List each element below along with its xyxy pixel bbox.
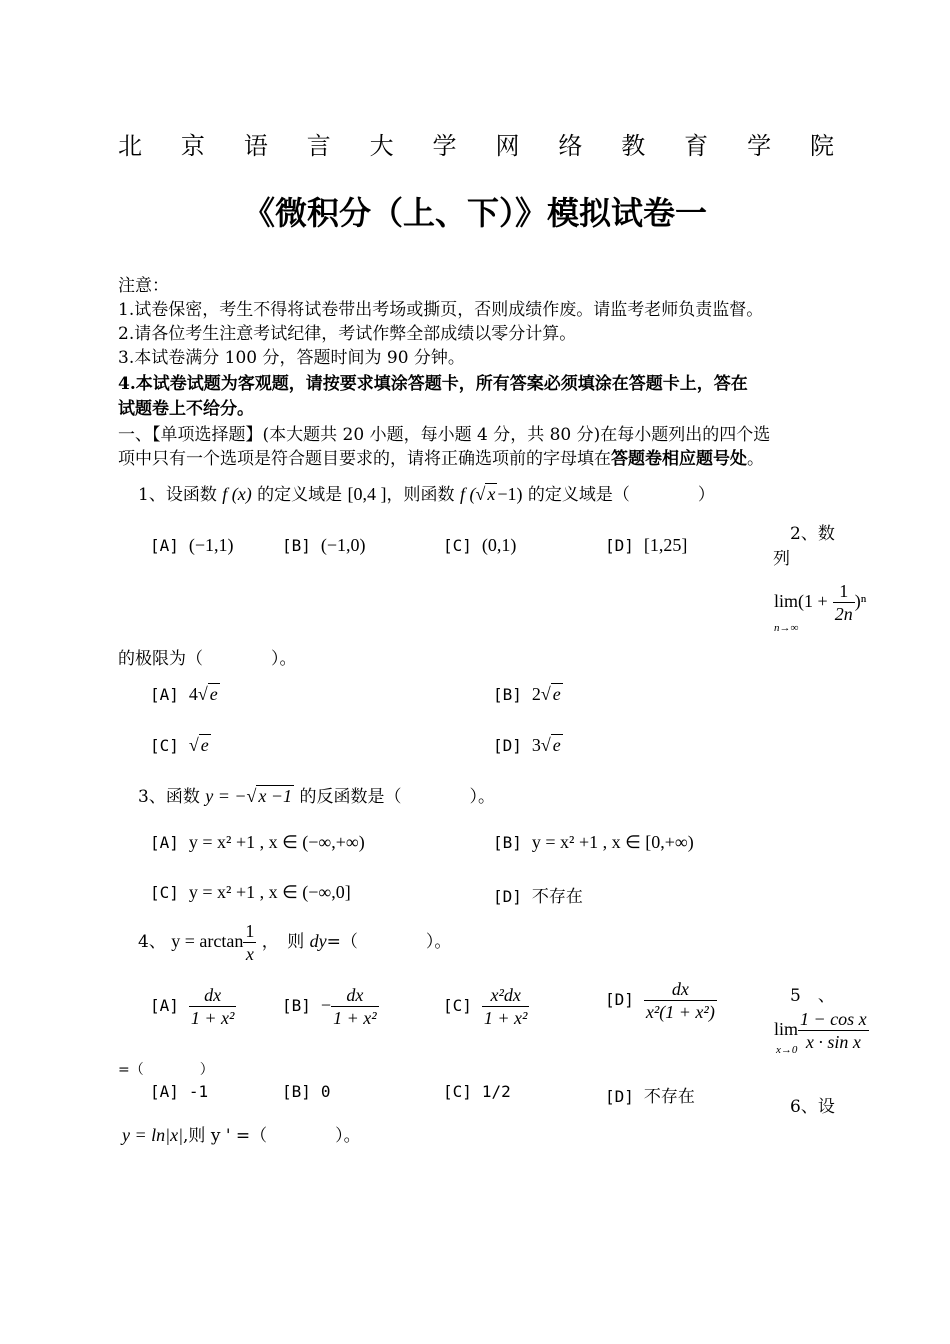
q1-option-a[interactable] (150, 535, 234, 556)
option-value: -1 (188, 1082, 209, 1101)
q4-text: ， 则 (261, 932, 305, 952)
option-label: [D] (493, 736, 522, 755)
section-heading-line1: 一、【单项选择题】(本大题共 20 小题，每小题 4 分，共 80 分)在每小题列出的四个选 (118, 425, 771, 445)
q4-fraction (243, 920, 256, 965)
option-radicand: e (552, 684, 561, 704)
q3-option-a[interactable] (150, 832, 365, 853)
option-sign: − (320, 995, 332, 1015)
q3-option-d[interactable] (493, 882, 583, 907)
q3-option-c[interactable] (150, 882, 351, 903)
q1-text: 的定义域是 (257, 485, 343, 505)
school-name (118, 126, 834, 161)
note-3: 3.本试卷满分 100 分，答题时间为 90 分钟。 (118, 348, 465, 368)
option-label: [C] (443, 996, 472, 1015)
question-6 (122, 1123, 361, 1148)
option-label: [D] (493, 887, 522, 906)
option-label: [A] (150, 1082, 179, 1101)
note-1: 1.试卷保密，考生不得将试卷带出考场或撕页，否则成绩作废。请监考老师负责监督。 (118, 300, 764, 320)
q1-suffix: 的定义域是（ ） (527, 485, 715, 505)
q5-option-b[interactable] (282, 1082, 331, 1102)
option-label: [B] (282, 996, 311, 1015)
option-coef: 3 (531, 735, 541, 755)
fraction-denominator: x (245, 944, 254, 964)
q2-power: )ⁿ (854, 591, 867, 611)
notes-heading: 注意： (118, 276, 169, 296)
option-value: (0,1) (481, 535, 517, 555)
fraction-denominator: 1 + x² (483, 1008, 528, 1028)
note-4-line2: 试题卷上不给分。 (118, 399, 254, 419)
section-answer-sheet: 答题卷相应题号处 (611, 449, 747, 469)
fraction-numerator: 1 (833, 580, 855, 603)
option-label: [B] (493, 685, 522, 704)
q5-limit-subscript: x→0 (776, 1044, 798, 1056)
q4-option-c[interactable] (443, 984, 529, 1029)
option-expr: y = x² +1 , x ∈ [0,+∞) (531, 832, 694, 852)
q3-option-b[interactable] (493, 832, 694, 853)
q1-func2-b: −1) (497, 484, 523, 504)
q1-func2-a: f ( (459, 484, 476, 504)
option-fraction (189, 984, 237, 1029)
q2-option-c[interactable]: [C] √ e (150, 735, 209, 755)
q1-option-b[interactable] (282, 535, 366, 556)
school-name-char: 京 (180, 132, 205, 160)
q2-option-d[interactable]: [D] 3√ e (493, 735, 561, 755)
q6-expr: y = ln|x| (122, 1125, 184, 1145)
option-fraction (644, 978, 717, 1023)
section-heading-line2 (118, 447, 764, 471)
q2-prefix-b: 列 (773, 549, 790, 569)
q4-option-d[interactable] (605, 978, 717, 1023)
school-name-char: 言 (306, 132, 331, 160)
q5-prefix: 5 、 (790, 986, 835, 1006)
q3-prefix: 3、函数 (138, 787, 200, 807)
option-value: 不存在 (643, 1087, 695, 1107)
fraction-numerator: 1 (245, 921, 255, 941)
q2-limit-subscript: n→∞ (774, 622, 799, 634)
q1-domain: [0,4 ] (347, 484, 387, 504)
q4-option-b[interactable] (282, 984, 379, 1029)
option-label: [C] (150, 883, 179, 902)
q1-text2: ，则函数 (386, 485, 455, 505)
q1-option-d[interactable] (605, 535, 687, 556)
option-value: [1,25] (643, 535, 688, 555)
q1-func2-radicand: x (487, 484, 496, 504)
option-value: 0 (320, 1082, 331, 1101)
question-1: 1、设函数 f (x) 的定义域是 [0,4 ]，则函数 f (√ x −1) 的定义域是（ ） (138, 484, 715, 505)
school-name-char: 育 (684, 132, 709, 160)
q5-suffix: =（ ） (118, 1062, 214, 1078)
fraction-numerator: x²dx (482, 984, 530, 1007)
fraction-denominator: 1 + x² (333, 1008, 377, 1028)
school-name-char: 院 (809, 132, 834, 160)
option-coef: 4 (188, 684, 198, 704)
option-value: (−1,1) (188, 535, 234, 555)
q6-suffix: ,则 y ' =（ ）。 (183, 1126, 361, 1146)
school-name-char: 网 (495, 132, 520, 160)
option-coef: 2 (531, 684, 541, 704)
q2-option-b[interactable]: [B] 2√ e (493, 684, 561, 704)
q1-option-c[interactable] (443, 535, 516, 556)
q4-dy: dy (309, 931, 327, 951)
q5-option-a[interactable] (150, 1082, 208, 1102)
fraction-numerator: 1 − cos x (800, 1009, 867, 1029)
school-name-char: 学 (432, 132, 457, 160)
option-expr: y = x² +1 , x ∈ (−∞,+∞) (188, 832, 365, 852)
q2-option-a[interactable]: [A] 4√ e (150, 684, 218, 704)
q5-option-d[interactable] (605, 1082, 695, 1107)
option-label: [C] (150, 736, 179, 755)
school-name-char: 北 (118, 132, 142, 160)
fraction-numerator: dx (189, 984, 237, 1007)
option-label: [A] (150, 536, 179, 555)
fraction-denominator: x²(1 + x²) (645, 1002, 715, 1022)
option-label: [B] (282, 1082, 311, 1101)
school-name-char: 教 (621, 132, 646, 160)
fraction-denominator: 2n (834, 604, 853, 624)
option-label: [D] (605, 1087, 634, 1106)
option-radicand: e (209, 684, 218, 704)
q2-prefix-a: 2、数 (790, 524, 835, 544)
option-label: [A] (150, 996, 179, 1015)
q3-radicand: x −1 (258, 786, 293, 806)
option-label: [D] (605, 536, 634, 555)
option-label: [A] (150, 833, 179, 852)
option-label: [C] (443, 1082, 472, 1101)
q3-suffix: 的反函数是（ ）。 (299, 787, 495, 807)
school-name-char: 大 (369, 132, 394, 160)
note-2: 2.请各位考生注意考试纪律，考试作弊全部成绩以零分计算。 (118, 324, 577, 344)
q5-fraction (798, 1008, 869, 1053)
option-label: [B] (493, 833, 522, 852)
q2-fraction (833, 580, 855, 625)
q3-expr: y = − (205, 786, 247, 806)
fraction-denominator: x · sin x (805, 1032, 861, 1052)
option-fraction (331, 984, 379, 1029)
exam-title: 《微积分（上、下）》模拟试卷一 (242, 194, 707, 232)
option-value: 1/2 (481, 1082, 511, 1101)
q2-lim: lim(1 + (774, 591, 828, 611)
q1-prefix: 1、设函数 (138, 485, 217, 505)
q4-suffix: =（ ）。 (326, 932, 452, 952)
option-label: [C] (443, 536, 472, 555)
option-radicand: e (552, 735, 561, 755)
note-4-line1: 4.本试卷试题为客观题，请按要求填涂答题卡，所有答案必须填涂在答题卡上，答在 (118, 374, 748, 394)
q6-prefix: 6、设 (790, 1097, 835, 1117)
option-radicand: e (200, 735, 209, 755)
question-3: 3、函数 y = −√ x −1 的反函数是（ ）。 (138, 786, 495, 807)
q2-limit-expression (774, 580, 866, 625)
option-expr: 不存在 (531, 887, 583, 907)
section-period: 。 (747, 449, 764, 469)
option-expr: y = x² +1 , x ∈ (−∞,0] (188, 882, 351, 902)
q1-function: f (x) (222, 484, 252, 504)
option-label: [B] (282, 536, 311, 555)
fraction-numerator: dx (331, 984, 379, 1007)
option-label: [A] (150, 685, 179, 704)
q5-option-c[interactable] (443, 1082, 511, 1102)
option-value: (−1,0) (320, 535, 366, 555)
q4-expr: y = arctan (171, 931, 244, 951)
q4-prefix: 4、 (138, 932, 166, 952)
section-instruction: 项中只有一个选项是符合题目要求的，请将正确选项前的字母填在 (118, 449, 611, 469)
fraction-numerator: dx (644, 978, 717, 1001)
q5-lim: lim (774, 1019, 799, 1039)
question-4 (138, 920, 451, 965)
q2-suffix: 的极限为（ ）。 (118, 649, 297, 669)
fraction-denominator: 1 + x² (190, 1008, 235, 1028)
school-name-char: 语 (243, 132, 268, 160)
school-name-char: 学 (747, 132, 772, 160)
option-fraction (482, 984, 530, 1029)
q4-option-a[interactable] (150, 984, 236, 1029)
option-label: [D] (605, 990, 634, 1009)
school-name-char: 络 (558, 132, 583, 160)
